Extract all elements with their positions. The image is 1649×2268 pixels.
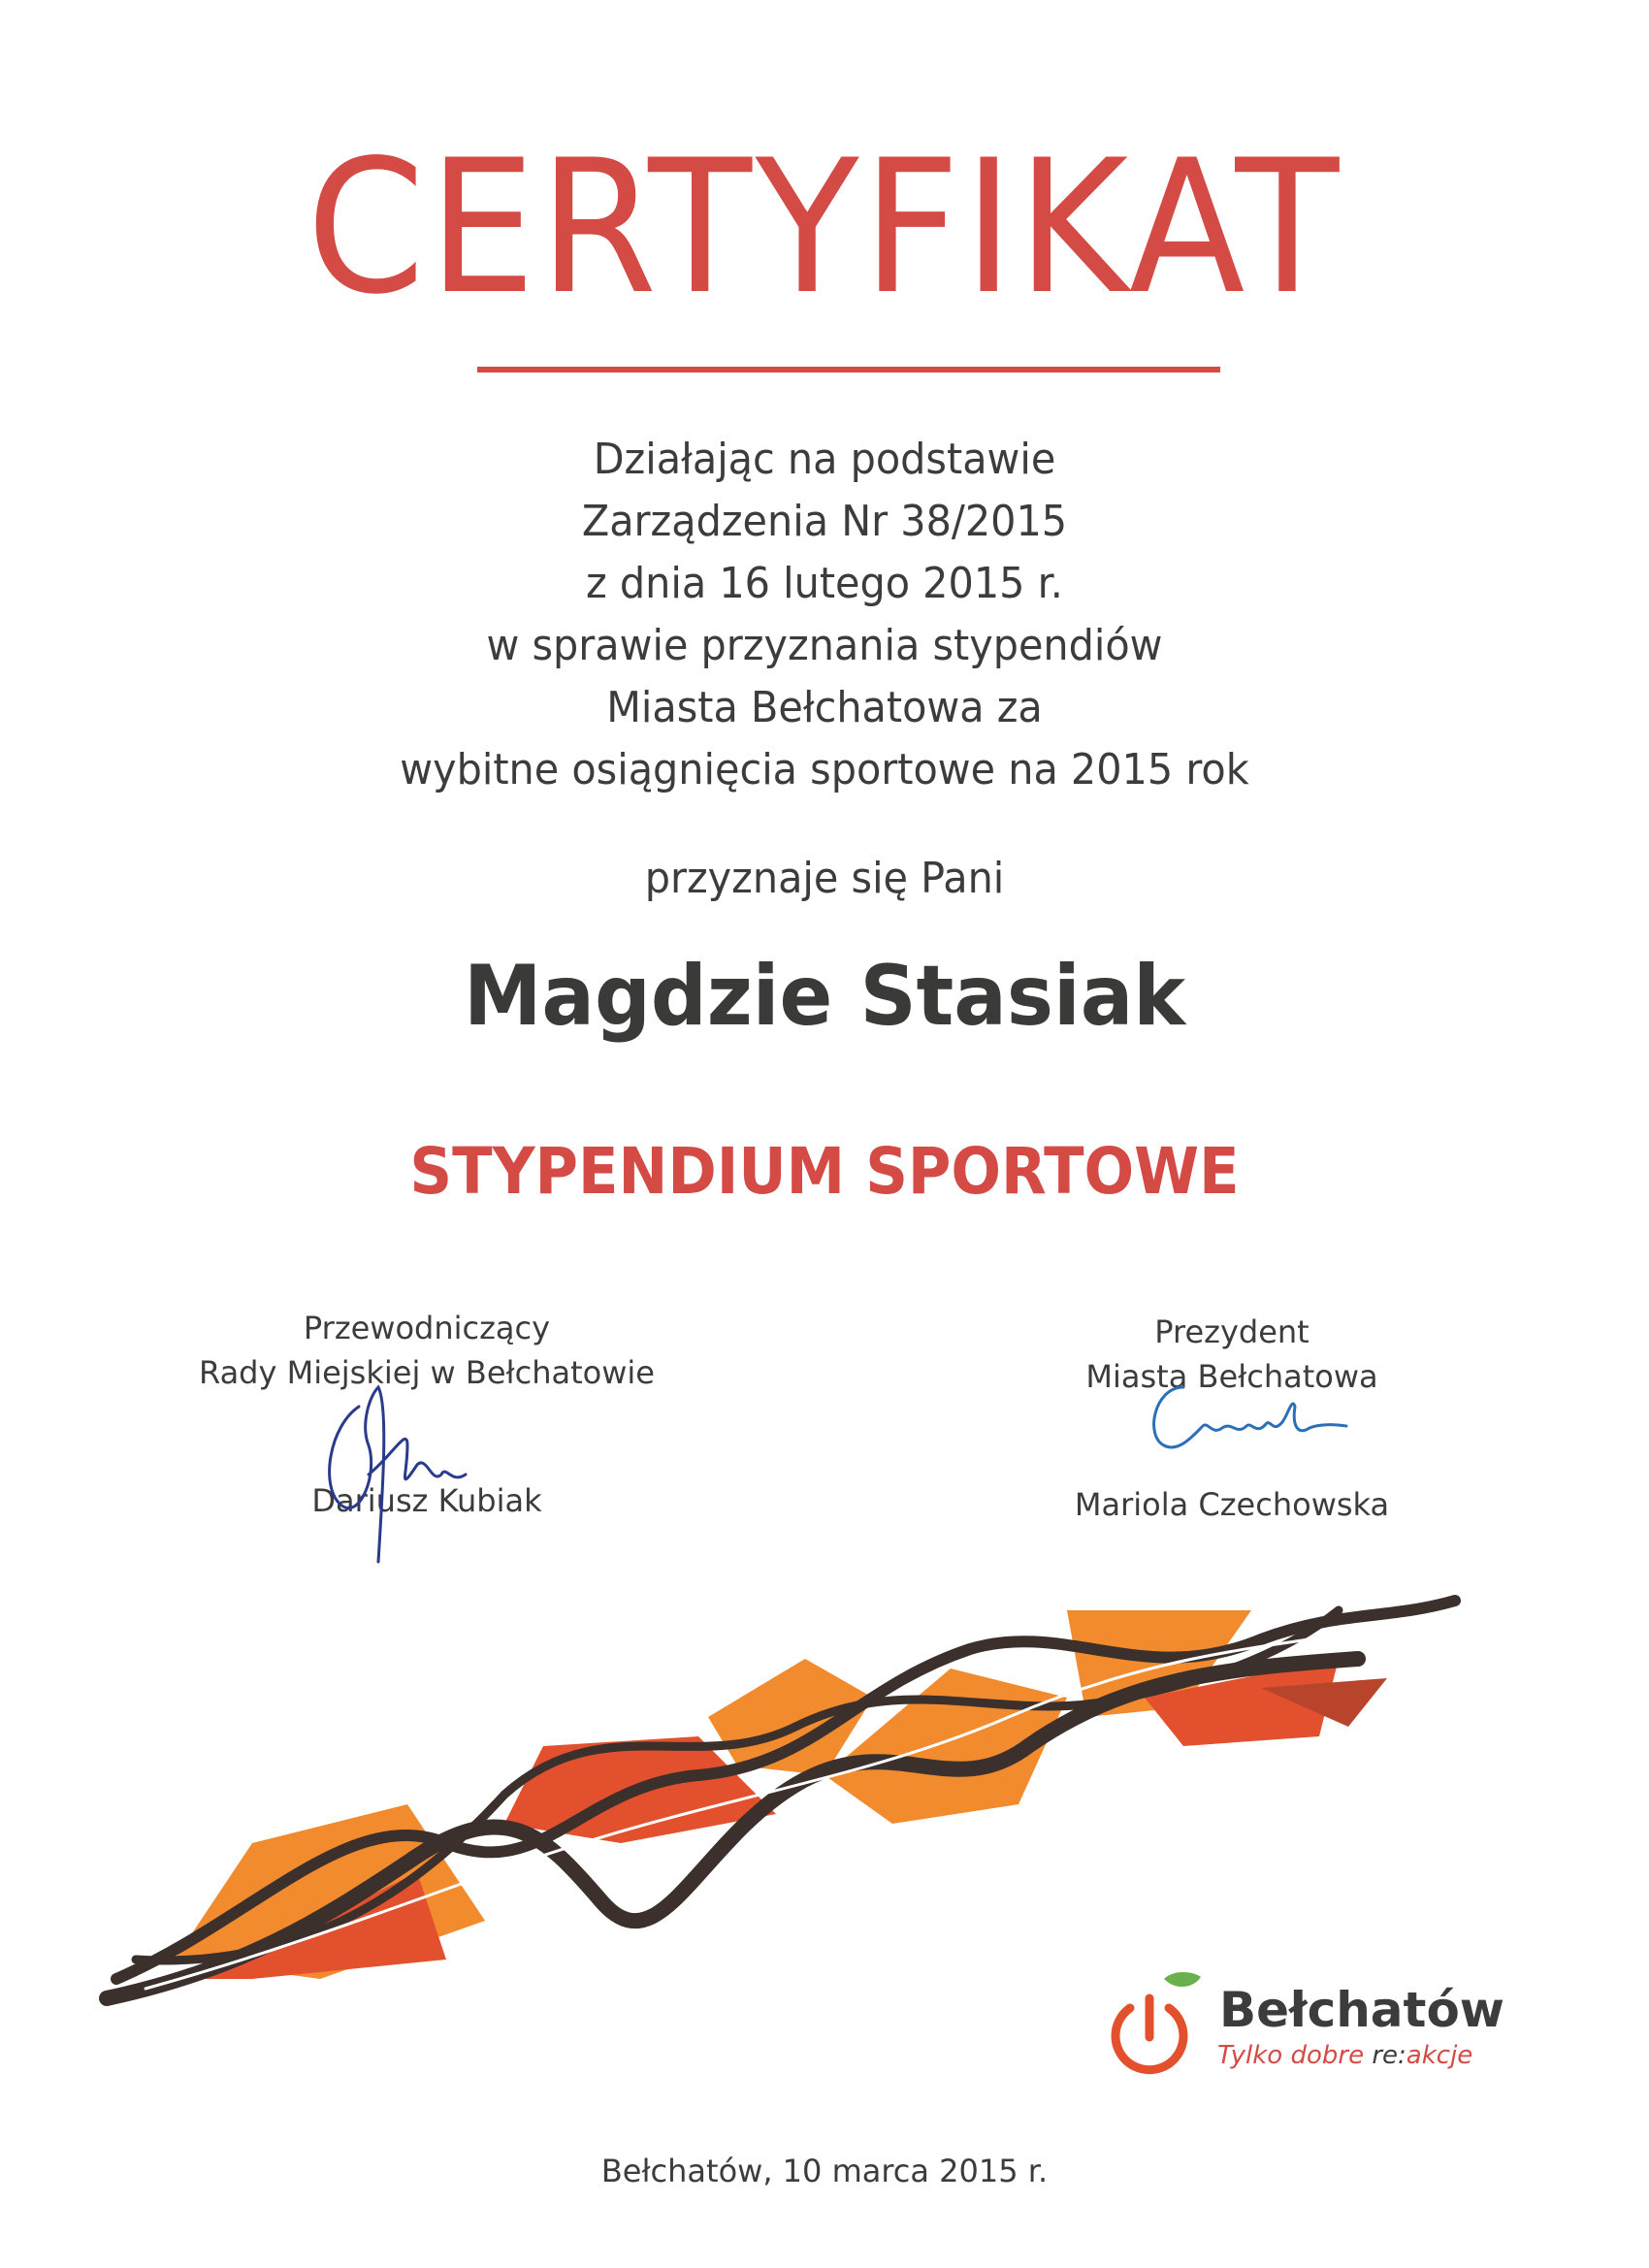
intro-line: Miasta Bełchatowa za — [606, 683, 1043, 732]
belchatow-logo — [1096, 1969, 1504, 2124]
intro-line: w sprawie przyznania stypendiów — [486, 621, 1163, 670]
signatory-left — [194, 1306, 660, 1523]
logo-tagline — [1217, 2039, 1472, 2072]
signatory-left-role: Przewodniczący — [303, 1310, 551, 1346]
intro-line: Zarządzenia Nr 38/2015 — [581, 497, 1068, 546]
intro-line: wybitne osiągnięcia sportowe na 2015 rok — [400, 745, 1249, 794]
logo-name: Bełchatów — [1219, 1982, 1504, 2038]
logo-tagline-part1: Tylko dobre — [1217, 2041, 1373, 2070]
intro-text — [49, 429, 1600, 801]
place-and-date: Bełchatów, 10 marca 2015 r. — [600, 2153, 1049, 2189]
signatory-left-name: Dariusz Kubiak — [311, 1482, 542, 1519]
logo-tagline-part2: re: — [1372, 2041, 1406, 2070]
recipient-name: Magdzie Stasiak — [463, 948, 1186, 1045]
signatory-right — [1028, 1310, 1436, 1527]
signatory-right-role-line2: Miasta Bełchatowa — [1085, 1358, 1378, 1395]
signatory-right-role: Prezydent — [1154, 1313, 1310, 1350]
logo-tagline-part3: akcje — [1406, 2041, 1473, 2070]
grant-line: przyznaje się Pani — [644, 854, 1005, 903]
award-title: STYPENDIUM SPORTOWE — [409, 1134, 1240, 1209]
title-divider — [477, 367, 1220, 373]
intro-line: Działając na podstawie — [593, 435, 1056, 484]
power-apple-icon — [1096, 1969, 1203, 2086]
signatory-left-role-line2: Rady Miejskiej w Bełchatowie — [199, 1354, 655, 1391]
intro-line: z dnia 16 lutego 2015 r. — [586, 559, 1063, 608]
signatory-right-name: Mariola Czechowska — [1074, 1486, 1390, 1523]
certificate-title: CERTYFIKAT — [306, 120, 1343, 335]
